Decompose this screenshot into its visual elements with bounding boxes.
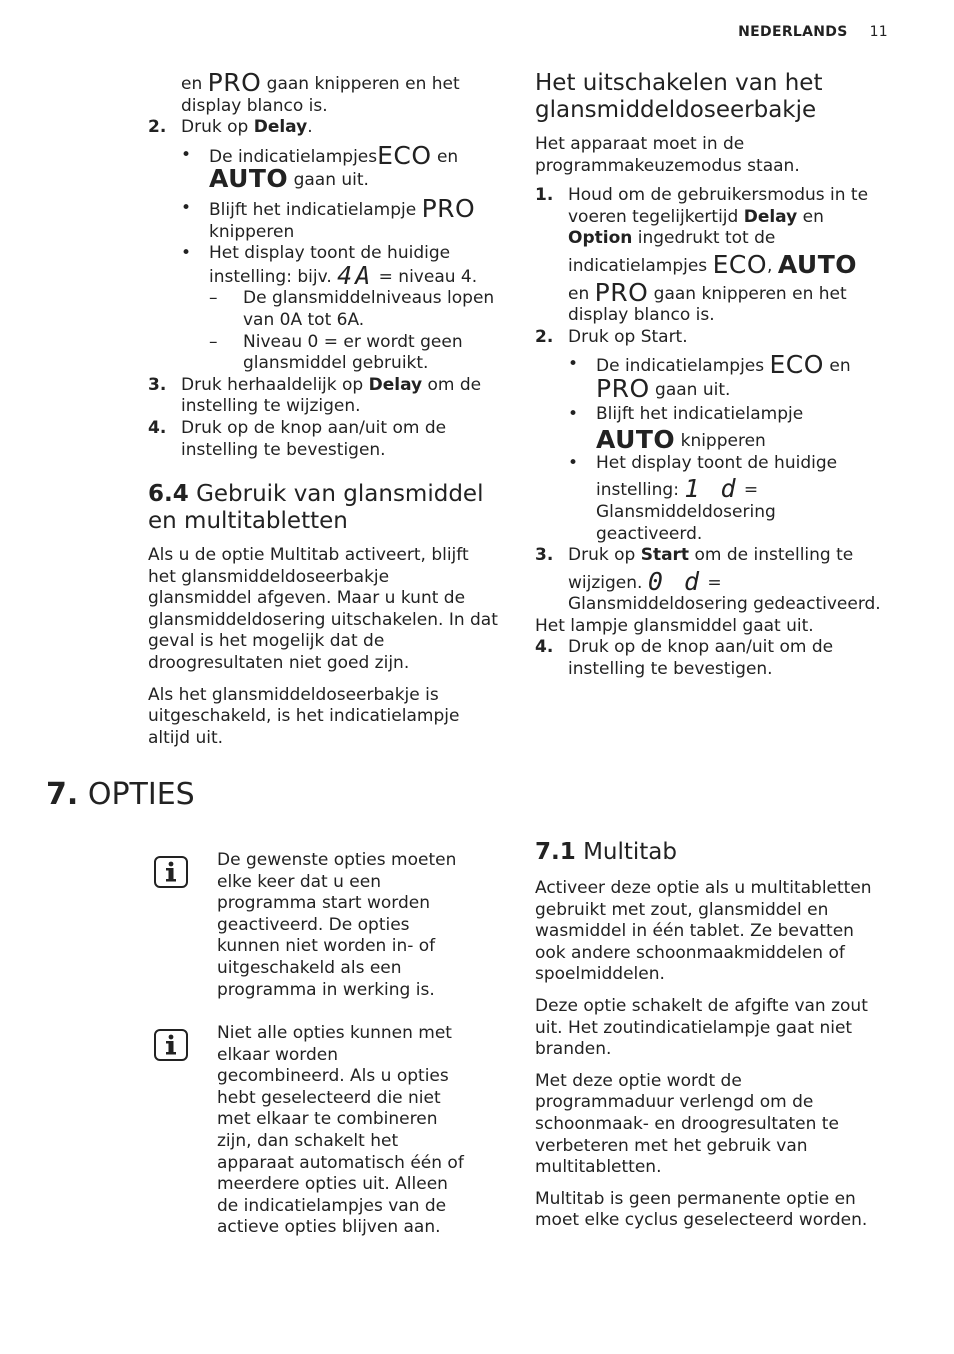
step-2-bullets <box>148 140 508 375</box>
info-note: Niet alle opties kunnen met elkaar worden gecombineerd. Als u opties hebt geselecteerd die niet met elkaar te combineren zijn, dan schakelt het apparaat automatisch één of meerdere opties uit. Alleen de indicatielampjes van de actieve opties blijven aan. <box>217 1023 464 1238</box>
paragraph: Activeer deze optie als u multitabletten gebruikt met zout, glansmiddel en wasmiddel in één tablet. Ze bevatten ook andere schoonmaakmiddelen of spoelmiddelen. <box>535 878 872 985</box>
right-column <box>535 70 905 681</box>
eco-indicator-icon: ECO <box>769 350 824 380</box>
section-heading-7-1: 7.1 Multitab <box>535 839 677 865</box>
bullet-item: • De indicatielampjesECO en AUTO gaan uit. <box>181 145 508 192</box>
pro-indicator-icon: PRO <box>421 193 476 223</box>
bullet-item: • Het display toont de huidige instelling: bijv. 4A = niveau 4. <box>181 243 508 288</box>
section-heading: Het uitschakelen van het glansmiddeldoseerbakje <box>535 70 823 123</box>
pro-indicator-icon: PRO <box>596 373 650 403</box>
step-2: 2. Druk op Start. <box>535 326 688 347</box>
step-2: 2. Druk op Delay. <box>148 117 313 138</box>
paragraph: Als u de optie Multitab activeert, blijft het glansmiddeldoseerbakje glansmiddel afgeven. Maar u kunt de glansmiddeldosering uitschakelen. In dat geval is het mogelijk dat de droogresultaten niet goed zijn. <box>148 545 498 674</box>
bullet-item: • De indicatielampjes ECO en PRO gaan uit. <box>568 354 905 401</box>
chapter-heading: 7. OPTIES <box>46 777 195 812</box>
dash-item: – Niveau 0 = er wordt geen glansmiddel gebruikt. <box>209 332 508 375</box>
bullet-item: • Blijft het indicatielampje PRO knipperen <box>181 198 508 243</box>
display-level-icon: 4A <box>337 260 374 290</box>
step-3: 3. Druk herhaaldelijk op Delay om de instelling te wijzigen. <box>148 374 482 417</box>
auto-indicator-icon: AUTO <box>777 249 857 279</box>
dash-item: – De glansmiddelniveaus lopen van 0A tot 6A. <box>209 288 508 331</box>
language-label: NEDERLANDS <box>738 24 848 40</box>
step-4: 4. Druk op de knop aan/uit om de instelling te bevestigen. <box>148 417 447 460</box>
lamp-note: Het lampje glansmiddel gaat uit. <box>535 615 814 636</box>
page-header <box>738 22 888 44</box>
info-icon <box>154 856 188 888</box>
left-column <box>148 68 508 749</box>
step-2-bullets <box>535 350 905 545</box>
auto-indicator-icon: AUTO <box>596 425 676 455</box>
paragraph: Met deze optie wordt de programmaduur verlengd om de schoonmaak- en droogresultaten te verbeteren met het gebruik van multitabletten. <box>535 1070 839 1178</box>
auto-indicator-icon: AUTO <box>209 164 289 194</box>
info-note: De gewenste opties moeten elke keer dat u een programma start worden geactiveerd. De opties kunnen niet worden in- of uitgeschakeld als een programma in werking is. <box>217 850 457 1000</box>
step-1: 1. Houd om de gebruikersmodus in te voeren tegelijkertijd Delay en Option ingedrukt tot de indicatielampjes ECO, AUTO en PRO gaan knipperen en het display blanco is. <box>535 185 869 326</box>
paragraph: Als het glansmiddeldoseerbakje is uitgeschakeld, is het indicatielampje altijd uit. <box>148 684 460 748</box>
pro-indicator-icon: PRO <box>594 277 649 307</box>
step-4: 4. Druk op de knop aan/uit om de instelling te bevestigen. <box>535 637 834 680</box>
pro-indicator-icon: PRO <box>207 68 262 97</box>
step-continuation: en PRO gaan knipperen en het display blanco is. <box>181 68 460 116</box>
section-heading-6-4: 6.4 Gebruik van glansmiddel en multitabletten <box>148 481 484 535</box>
bullet-item: • Het display toont de huidige instelling: 1 d = Glansmiddeldosering geactiveerd. <box>568 453 905 545</box>
page-number: 11 <box>869 24 888 40</box>
display-off-icon: 0 d <box>647 566 702 596</box>
eco-indicator-icon: ECO <box>377 140 432 170</box>
bullet-item: • Blijft het indicatielampje AUTO knipperen <box>568 404 905 453</box>
paragraph: Het apparaat moet in de programmakeuzemodus staan. <box>535 134 800 176</box>
multitab-section <box>535 839 905 1232</box>
display-on-icon: 1 d <box>684 474 739 504</box>
eco-indicator-icon: ECO <box>712 249 767 279</box>
paragraph: Multitab is geen permanente optie en moet elke cyclus geselecteerd worden. <box>535 1188 868 1231</box>
info-icon <box>154 1029 188 1061</box>
paragraph: Deze optie schakelt de afgifte van zout uit. Het zoutindicatielampje gaat niet branden. <box>535 995 868 1060</box>
step-3: 3. Druk op Start om de instelling te wijzigen. 0 d = Glansmiddeldosering gedeactiveerd. <box>535 545 881 615</box>
